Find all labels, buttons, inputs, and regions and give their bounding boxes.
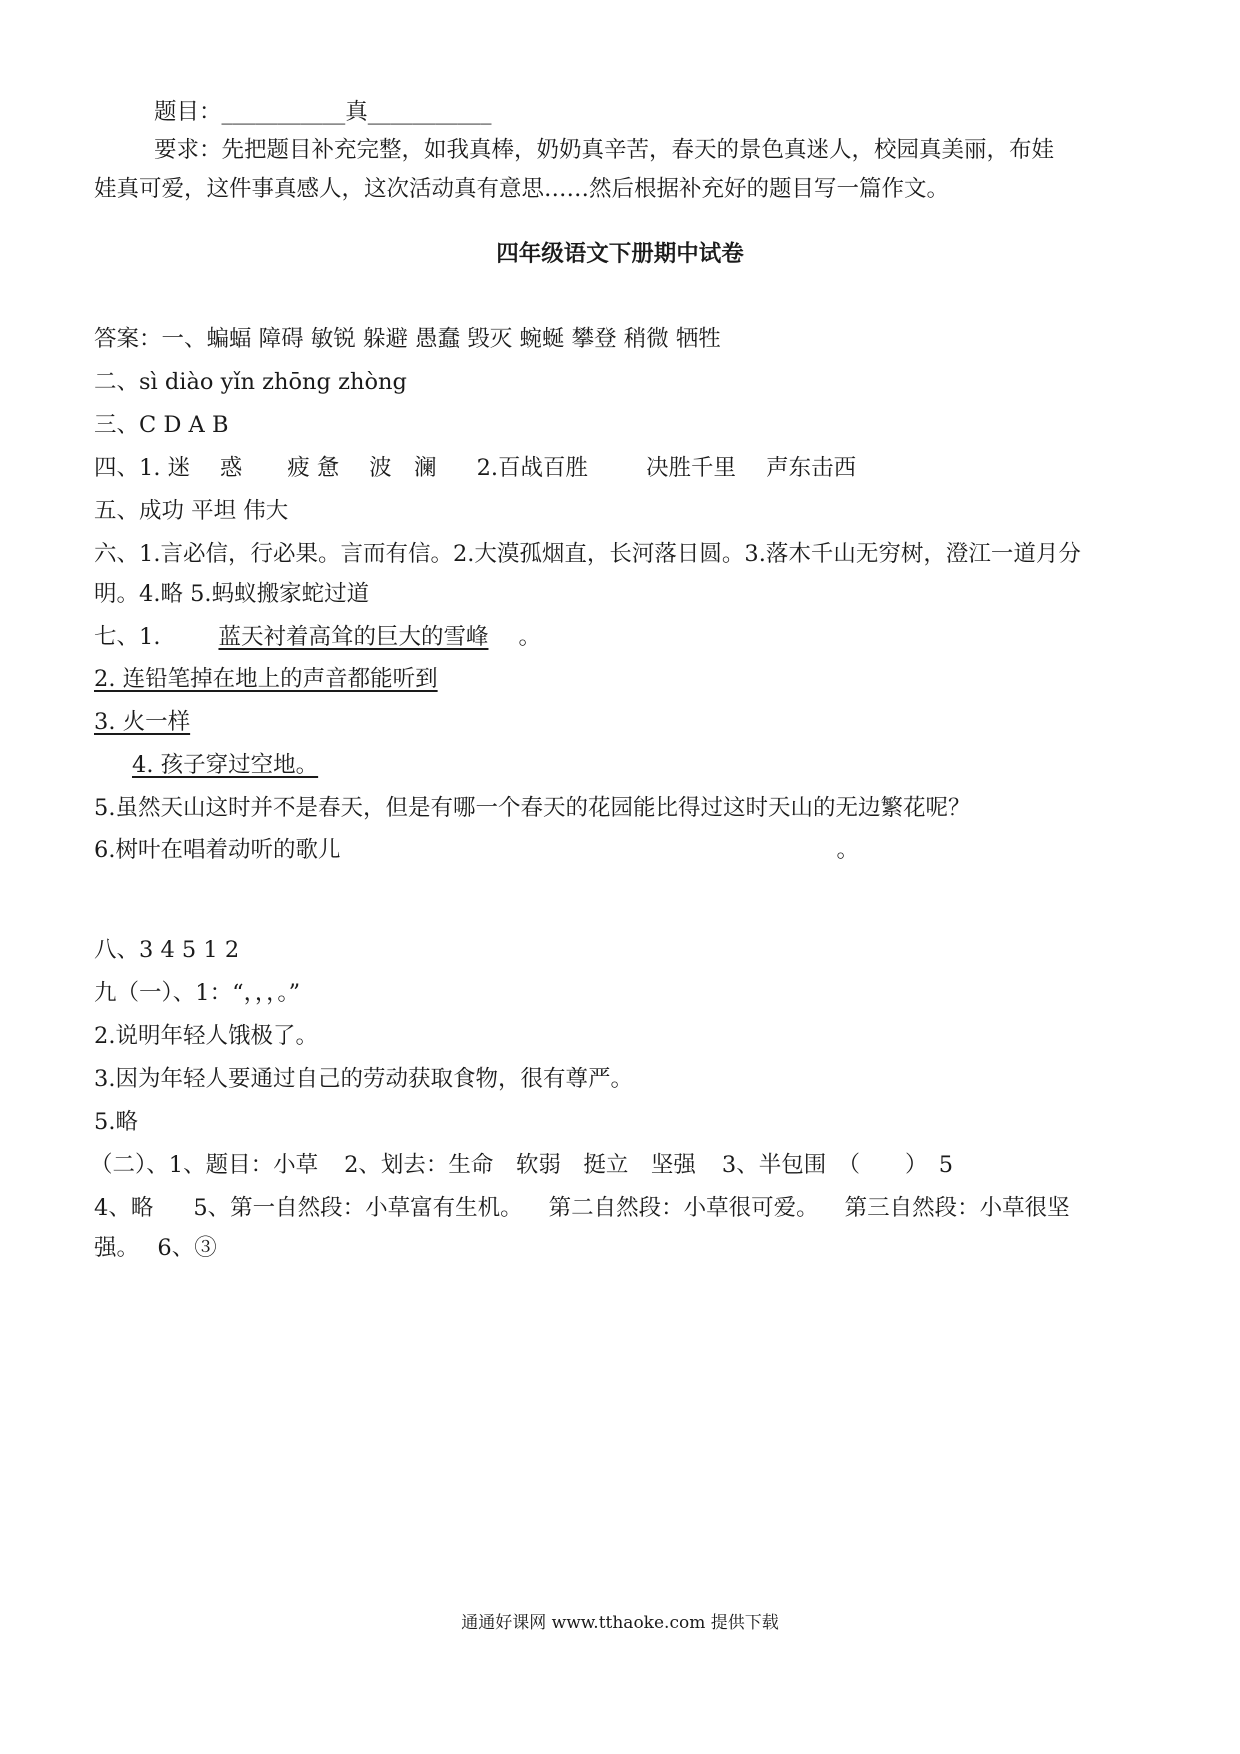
answer-section-9-item-5: 5.略 [94,1109,138,1135]
answer-section-9-item-1: 九（一）、1：“，，，。” [94,980,301,1006]
essay-requirement-line-2: 娃真可爱，这件事真感人，这次活动真有意思……然后根据补充好的题目写一篇作文。 [94,176,950,202]
essay-requirement-line-1: 要求：先把题目补充完整，如我真棒，奶奶真辛苦，春天的景色真迷人，校园真美丽，布娃 [154,137,1055,163]
answer-7-3-text: 3. 火一样 [94,709,191,735]
answer-7-prefix: 七、1. [94,624,161,650]
answer-part-2-item-4: 4、略 [94,1195,154,1221]
answer-7-4-text: 4. 孩子穿过空地。 [132,752,319,778]
answer-section-5: 五、成功 平坦 伟大 [94,498,289,524]
answer-section-7-item-3 [94,707,1164,737]
page-title: 四年级语文下册期中试卷 [496,241,744,267]
answer-part-2-para-1: 5、第一自然段：小草富有生机。 [193,1195,523,1221]
answer-section-6-line-1: 六、1.言必信，行必果。言而有信。2.大漠孤烟直，长河落日圆。3.落木千山无穷树，澄江一道月分 [94,541,1081,567]
answer-section-1: 答案：一、蝙蝠 障碍 敏锐 躲避 愚蠢 毁灭 蜿蜒 攀登 稍微 牺牲 [94,326,721,352]
answer-section-8: 八、3 4 5 1 2 [94,937,240,963]
answer-7-2-text: 2. 连铅笔掉在地上的声音都能听到 [94,666,438,692]
answer-part-2-para-2: 第二自然段：小草很可爱。 [548,1195,819,1221]
answer-part-2-line-2 [94,1193,1164,1223]
answer-section-2: 二、sì diào yǐn zhōng zhòng [94,369,407,395]
essay-topic-line: 题目：___________真___________ [154,99,492,125]
answer-4-idiom-1: 2.百战百胜 [476,455,589,481]
answer-section-7-item-6 [94,835,1164,865]
answer-7-6-text: 6.树叶在唱着动听的歌儿 [94,837,341,863]
answer-section-9-item-3: 3.因为年轻人要通过自己的劳动获取食物，很有尊严。 [94,1066,633,1092]
page-footer: 通通好课网 www.tthaoke.com 提供下载 [461,1613,779,1633]
answer-section-7-item-2 [94,664,1164,694]
answer-4-words: 四、1. 迷 惑 疲 惫 波 澜 [94,455,437,481]
answer-part-2-line-3: 强。 6、③ [94,1235,217,1261]
answer-section-6-line-2: 明。4.略 5.蚂蚁搬家蛇过道 [94,581,370,607]
answer-part-2-topic: （二）、1、题目：小草 [90,1152,319,1178]
answer-7-6-end: 。 [836,837,859,863]
answer-section-3: 三、C D A B [94,412,229,438]
answer-section-4 [94,453,1164,483]
answer-section-7-item-5: 5.虽然天山这时并不是春天，但是有哪一个春天的花园能比得过这时天山的无边繁花呢？ [94,795,971,821]
answer-4-idiom-3: 声东击西 [766,455,857,481]
answer-part-2-structure: 3、半包围 （ ） 5 [721,1152,954,1178]
answer-section-9-item-2: 2.说明年轻人饿极了。 [94,1023,318,1049]
answer-7-1-end: 。 [518,624,541,650]
answer-part-2-crossout: 2、划去：生命 软弱 挺立 坚强 [344,1152,696,1178]
answer-section-7-item-1 [94,622,1164,652]
answer-4-idiom-2: 决胜千里 [646,455,737,481]
answer-section-7-item-4 [132,750,1202,780]
answer-part-2-line-1 [90,1150,1160,1180]
answer-part-2-para-3: 第三自然段：小草很坚 [844,1195,1070,1221]
answer-7-1-text: 蓝天衬着高耸的巨大的雪峰 [218,624,489,650]
